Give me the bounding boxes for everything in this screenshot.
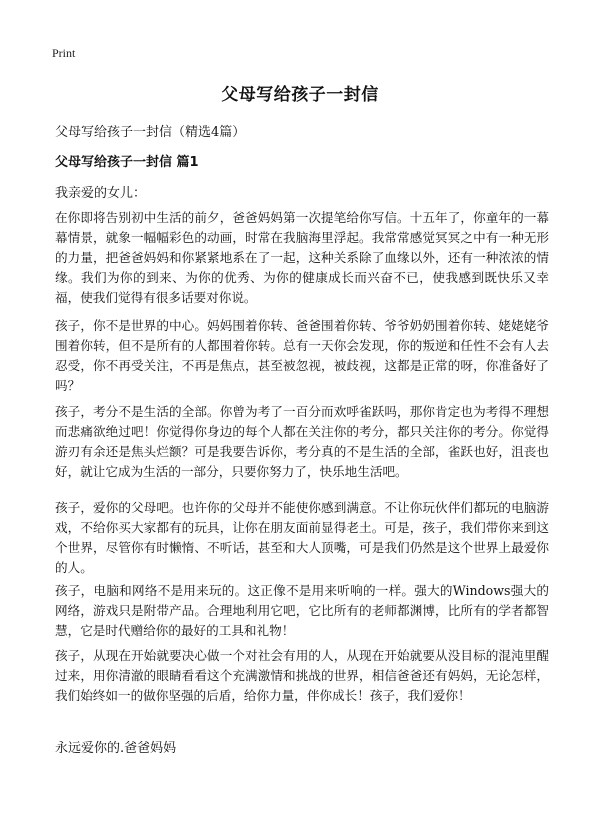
letter-paragraph: 在你即将告别初中生活的前夕，爸爸妈妈第一次提笔给你写信。十五年了，你童年的一幕幕情景，就象一幅幅彩色的动画，时常在我脑海里浮起。我常常感觉冥冥之中有一种无形的力量，把爸爸妈妈和你紧紧地系在了一起，这种关系除了血缘以外，还有一种浓浓的情缘。我们为你的到来、为你的优秀、为你的健康成长而兴奋不已，使我感到既快乐又幸福，使我们觉得有很多话要对你说。: [55, 210, 549, 305]
letter-paragraph: 孩子，电脑和网络不是用来玩的。这正像不是用来听响的一样。强大的Windows强大的网络，游戏只是附带产品。合理地利用它吧，它比所有的老师都渊博，比所有的学者都智慧，它是时代赠给你的最好的工具和礼物！: [55, 583, 549, 638]
letter-paragraph: 孩子，考分不是生活的全部。你曾为考了一百分而欢呼雀跃吗，那你肯定也为考得不理想而悲痛欲绝过吧！你觉得你身边的每个人都在关注你的考分，都只关注你的考分。你觉得游刃有余还是焦头烂额？可是我要告诉你，考分真的不是生活的全部，雀跃也好，沮丧也好，就让它成为生活的一部分，只要你努力了，快乐地生活吧。: [55, 404, 549, 479]
letter-paragraph: 孩子，从现在开始就要决心做一个对社会有用的人，从现在开始就要从没目标的混沌里醒过来，用你清澈的眼睛看看这个充满激情和挑战的世界，相信爸爸还有妈妈，无论怎样，我们始终如一的做你坚强的后盾，给你力量，伴你成长！孩子，我们爱你！: [55, 648, 549, 703]
section-heading: 父母写给孩子一封信 篇1: [55, 155, 199, 170]
letter-signoff: 永远爱你的.爸爸妈妈: [55, 741, 177, 756]
document-subtitle: 父母写给孩子一封信（精选4篇）: [55, 125, 246, 140]
letter-paragraph: 孩子，爱你的父母吧。也许你的父母并不能使你感到满意。不让你玩伙伴们都玩的电脑游戏，不给你买大家都有的玩具，让你在朋友面前显得老土。可是，孩子，我们带你来到这个世界，尽管你有时懒惰、不听话，甚至和大人顶嘴，可是我们仍然是这个世界上最爱你的人。: [55, 500, 549, 575]
letter-greeting: 我亲爱的女儿：: [55, 186, 147, 201]
document-title: 父母写给孩子一封信: [221, 85, 379, 105]
letter-paragraph: 孩子，你不是世界的中心。妈妈围着你转、爸爸围着你转、爷爷奶奶围着你转、姥姥姥爷围着你转，但不是所有的人都围着你转。总有一天你会发现，你的叛逆和任性不会有人去忍受，你不再受关注，不再是焦点，甚至被忽视，被歧视，这都是正常的呀，你准备好了吗？: [55, 318, 549, 393]
print-link[interactable]: Print: [52, 46, 76, 60]
